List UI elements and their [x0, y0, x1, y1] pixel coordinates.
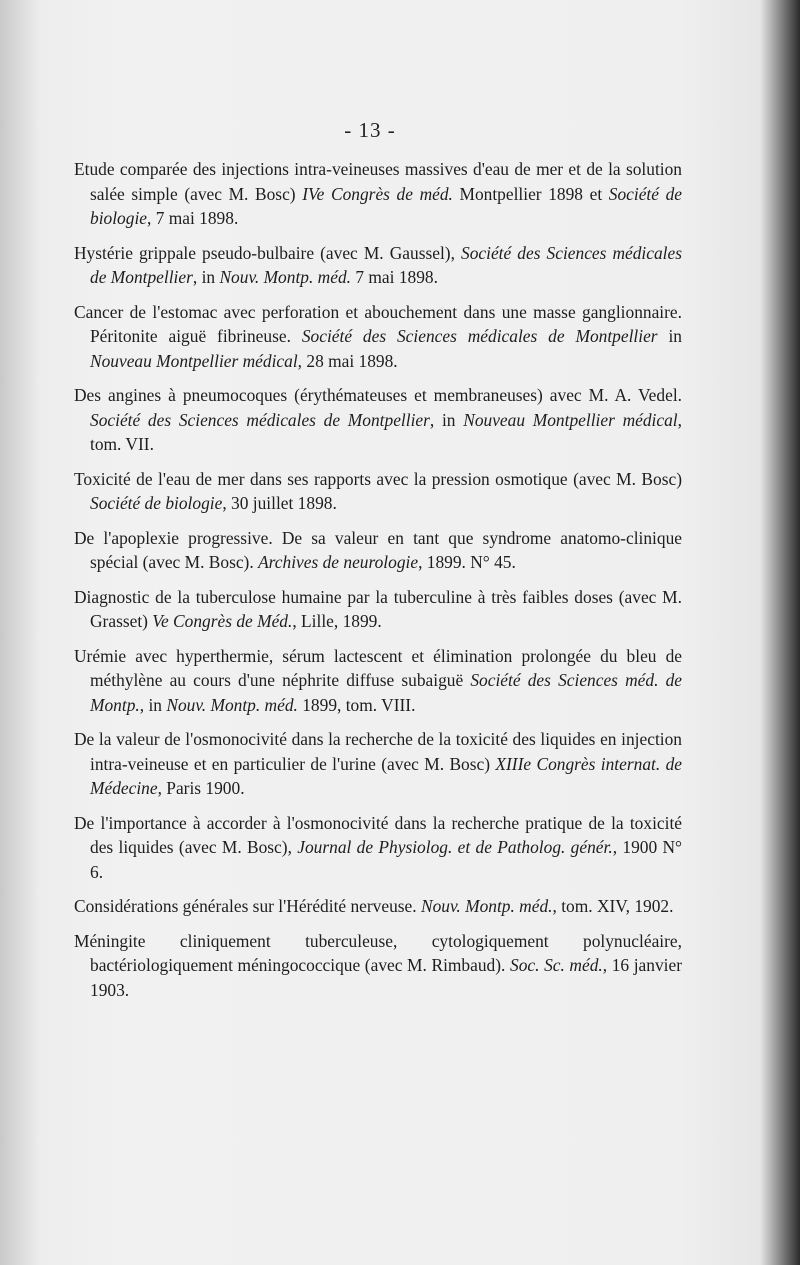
entry-text: Urémie avec hyperthermie, sérum lactescent et élimination prolongée du bleu de méthylène au cours d'une néphrite diffuse subaiguë [74, 645, 682, 690]
entry-text: De l'importance à accorder à l'osmonocivité dans la recherche pratique de la toxicité des liquides (avec M. Bosc), [74, 812, 682, 857]
entry-text: Des angines à pneumocoques (érythémateuses et membraneuses) avec M. A. Vedel. [74, 385, 682, 405]
publication-entry [74, 929, 682, 1003]
entry-venue: Société des Sciences médicales de Montpellier [301, 326, 658, 346]
entry-text: , 7 mai 1898. [147, 208, 239, 228]
publication-entry [74, 644, 682, 718]
entry-text: , 28 mai 1898. [297, 350, 398, 371]
publication-entry [74, 585, 682, 634]
publication-entry [74, 894, 682, 919]
entry-text: , in [139, 694, 167, 715]
publication-entry [74, 526, 682, 575]
entry-venue: Nouv. Montp. méd. [219, 267, 351, 287]
entry-text: De l'apoplexie progressive. De sa valeur en tant que syndrome anatomo-clinique spécial (avec M. Bosc). [74, 527, 682, 572]
publication-entry [74, 157, 682, 231]
publication-entry [74, 811, 682, 885]
entry-venue: Archives de neurologie [258, 552, 419, 572]
entry-venue: XIIIe Congrès internat. de Médecine [90, 753, 682, 798]
entry-text: 7 mai 1898. [351, 267, 438, 287]
entry-venue: Société des Sciences méd. de Montp. [90, 670, 682, 715]
entry-text: Hystérie grippale pseudo-bulbaire (avec M. Gaussel), [74, 242, 461, 263]
entry-venue: Nouveau Montpellier médical [90, 350, 298, 371]
entry-venue: Ve Congrès de Méd. [152, 611, 293, 631]
entry-venue: Nouv. Montp. méd. [420, 896, 553, 916]
entry-venue: Journal de Physiolog. et de Patholog. génér. [297, 837, 613, 857]
page-number: - 13 - [344, 118, 396, 142]
publication-entry [74, 241, 682, 290]
entry-venue: Nouveau Montpellier médical [463, 409, 678, 430]
entry-venue: Société de biologie [90, 183, 682, 228]
entry-venue: Société de biologie [90, 493, 223, 513]
entry-text: , tom. VII. [90, 409, 682, 454]
publication-entry [74, 467, 682, 516]
entry-text: 1899, tom. VIII. [297, 694, 416, 715]
publication-entry [74, 383, 682, 457]
entry-text: Considérations générales sur l'Hérédité nerveuse. [74, 896, 421, 916]
entry-venue: Société des Sciences médicales de Montpellier [90, 242, 682, 287]
entry-text: Toxicité de l'eau de mer dans ses rapports avec la pression osmotique (avec M. Bosc) [74, 468, 682, 489]
entry-text: , Paris 1900. [157, 778, 245, 798]
entry-text: Cancer de l'estomac avec perforation et abouchement dans une masse ganglionnaire. Péritonite aiguë fibrineuse. [74, 301, 682, 346]
entry-venue: Soc. Sc. méd. [510, 955, 603, 975]
entry-text: in [657, 326, 682, 346]
entry-text: , 16 janvier 1903. [90, 955, 683, 1000]
entry-text: , tom. XIV, 1902. [552, 896, 674, 916]
entry-text: , in [429, 409, 464, 430]
publication-entry [74, 300, 682, 374]
entry-text: De la valeur de l'osmonocivité dans la recherche de la toxicité des liquides en injection intra-veineuse et en particulier de l'urine (avec M. Bosc) [74, 729, 682, 774]
entry-text: , 30 juillet 1898. [222, 493, 337, 513]
entry-text: , Lille, 1899. [292, 611, 382, 631]
publication-list [74, 157, 682, 1002]
entry-venue: Nouv. Montp. méd. [166, 694, 298, 715]
entry-text: , 1899. N° 45. [418, 552, 516, 572]
entry-text: Montpellier 1898 et [452, 183, 609, 204]
entry-text: , 1900 N° 6. [90, 837, 682, 882]
entry-venue: Société des Sciences médicales de Montpellier [90, 409, 430, 430]
entry-text: Méningite cliniquement tuberculeuse, cytologiquement polynucléaire, bactériologiquement méningococcique (avec M. Rimbaud). [74, 930, 682, 975]
entry-venue: IVe Congrès de méd. [302, 183, 453, 204]
entry-text: Etude comparée des injections intra-veineuses massives d'eau de mer et de la solution salée simple (avec M. Bosc) [74, 159, 682, 204]
entry-text: Diagnostic de la tuberculose humaine par la tuberculine à très faibles doses (avec M. Grasset) [74, 586, 682, 631]
entry-text: , in [192, 267, 220, 287]
publication-entry [74, 727, 682, 801]
